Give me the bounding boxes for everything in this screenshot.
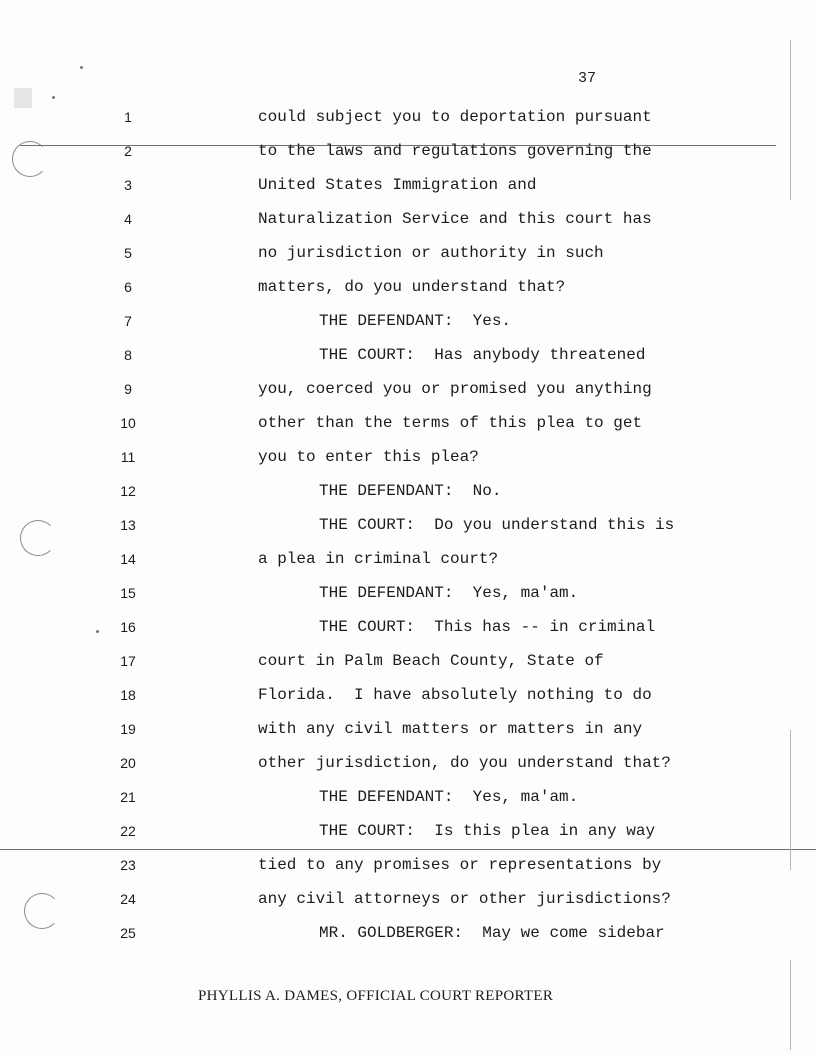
transcript-line — [0, 202, 816, 236]
line-text: other jurisdiction, do you understand that? — [258, 754, 671, 772]
line-number: 20 — [120, 755, 136, 771]
line-number: 18 — [120, 687, 136, 703]
transcript-line — [0, 270, 816, 304]
line-text: no jurisdiction or authority in such — [258, 244, 604, 262]
line-number: 25 — [120, 925, 136, 941]
line-number: 19 — [120, 721, 136, 737]
line-number: 2 — [124, 143, 132, 159]
transcript-line — [0, 372, 816, 406]
line-text: THE DEFENDANT: No. — [319, 482, 502, 500]
line-text: THE DEFENDANT: Yes. — [319, 312, 512, 330]
transcript-line — [0, 882, 816, 916]
scan-speck — [80, 66, 83, 69]
line-text: other than the terms of this plea to get — [258, 414, 643, 432]
line-number: 22 — [120, 823, 136, 839]
line-text: a plea in criminal court? — [258, 550, 499, 568]
line-number: 4 — [124, 211, 132, 227]
transcript-line — [0, 848, 816, 882]
transcript-line — [0, 610, 816, 644]
transcript-line — [0, 746, 816, 780]
line-number: 13 — [120, 517, 136, 533]
line-number: 5 — [124, 245, 132, 261]
line-number: 17 — [120, 653, 136, 669]
line-text: United States Immigration and — [258, 176, 537, 194]
transcript-line — [0, 916, 816, 950]
transcript-line — [0, 678, 816, 712]
scan-speck — [52, 96, 55, 99]
line-text: THE COURT: Is this plea in any way — [319, 822, 656, 840]
line-text: could subject you to deportation pursuant — [258, 108, 652, 126]
page-edge-line — [790, 960, 791, 1050]
line-number: 3 — [124, 177, 132, 193]
line-text: matters, do you understand that? — [258, 278, 566, 296]
transcript-line — [0, 134, 816, 168]
line-text: THE DEFENDANT: Yes, ma'am. — [319, 584, 579, 602]
line-text: THE DEFENDANT: Yes, ma'am. — [319, 788, 579, 806]
line-number: 1 — [124, 109, 132, 125]
line-number: 12 — [120, 483, 136, 499]
line-text: with any civil matters or matters in any — [258, 720, 643, 738]
line-number: 7 — [124, 313, 132, 329]
transcript-line — [0, 406, 816, 440]
line-text: MR. GOLDBERGER: May we come sidebar — [319, 924, 665, 942]
transcript-line — [0, 440, 816, 474]
page-number: 37 — [578, 70, 597, 87]
line-text: tied to any promises or representations by — [258, 856, 662, 874]
line-text: any civil attorneys or other jurisdictions? — [258, 890, 671, 908]
transcript-line — [0, 542, 816, 576]
line-number: 21 — [120, 789, 136, 805]
line-number: 10 — [120, 415, 136, 431]
transcript-line — [0, 508, 816, 542]
line-number: 6 — [124, 279, 132, 295]
transcript-line — [0, 780, 816, 814]
transcript-line — [0, 474, 816, 508]
transcript-lines — [0, 100, 816, 940]
line-text: Naturalization Service and this court has — [258, 210, 652, 228]
line-text: court in Palm Beach County, State of — [258, 652, 604, 670]
line-number: 11 — [120, 449, 136, 465]
line-text: THE COURT: Has anybody threatened — [319, 346, 646, 364]
transcript-line — [0, 644, 816, 678]
line-number: 23 — [120, 857, 136, 873]
line-number: 14 — [120, 551, 136, 567]
transcript-line — [0, 168, 816, 202]
line-number: 9 — [124, 381, 132, 397]
line-text: Florida. I have absolutely nothing to do — [258, 686, 652, 704]
transcript-line — [0, 712, 816, 746]
transcript-line — [0, 304, 816, 338]
line-text: THE COURT: This has -- in criminal — [319, 618, 656, 636]
line-number: 15 — [120, 585, 136, 601]
line-number: 8 — [124, 347, 132, 363]
line-text: you to enter this plea? — [258, 448, 479, 466]
line-number: 24 — [120, 891, 136, 907]
line-text: THE COURT: Do you understand this is — [319, 516, 675, 534]
line-text: to the laws and regulations governing the — [258, 142, 652, 160]
transcript-line — [0, 100, 816, 134]
transcript-line — [0, 576, 816, 610]
line-text: you, coerced you or promised you anything — [258, 380, 652, 398]
reporter-footer: PHYLLIS A. DAMES, OFFICIAL COURT REPORTER — [198, 988, 554, 1004]
transcript-line — [0, 236, 816, 270]
line-number: 16 — [120, 619, 136, 635]
transcript-line — [0, 338, 816, 372]
transcript-line — [0, 814, 816, 848]
